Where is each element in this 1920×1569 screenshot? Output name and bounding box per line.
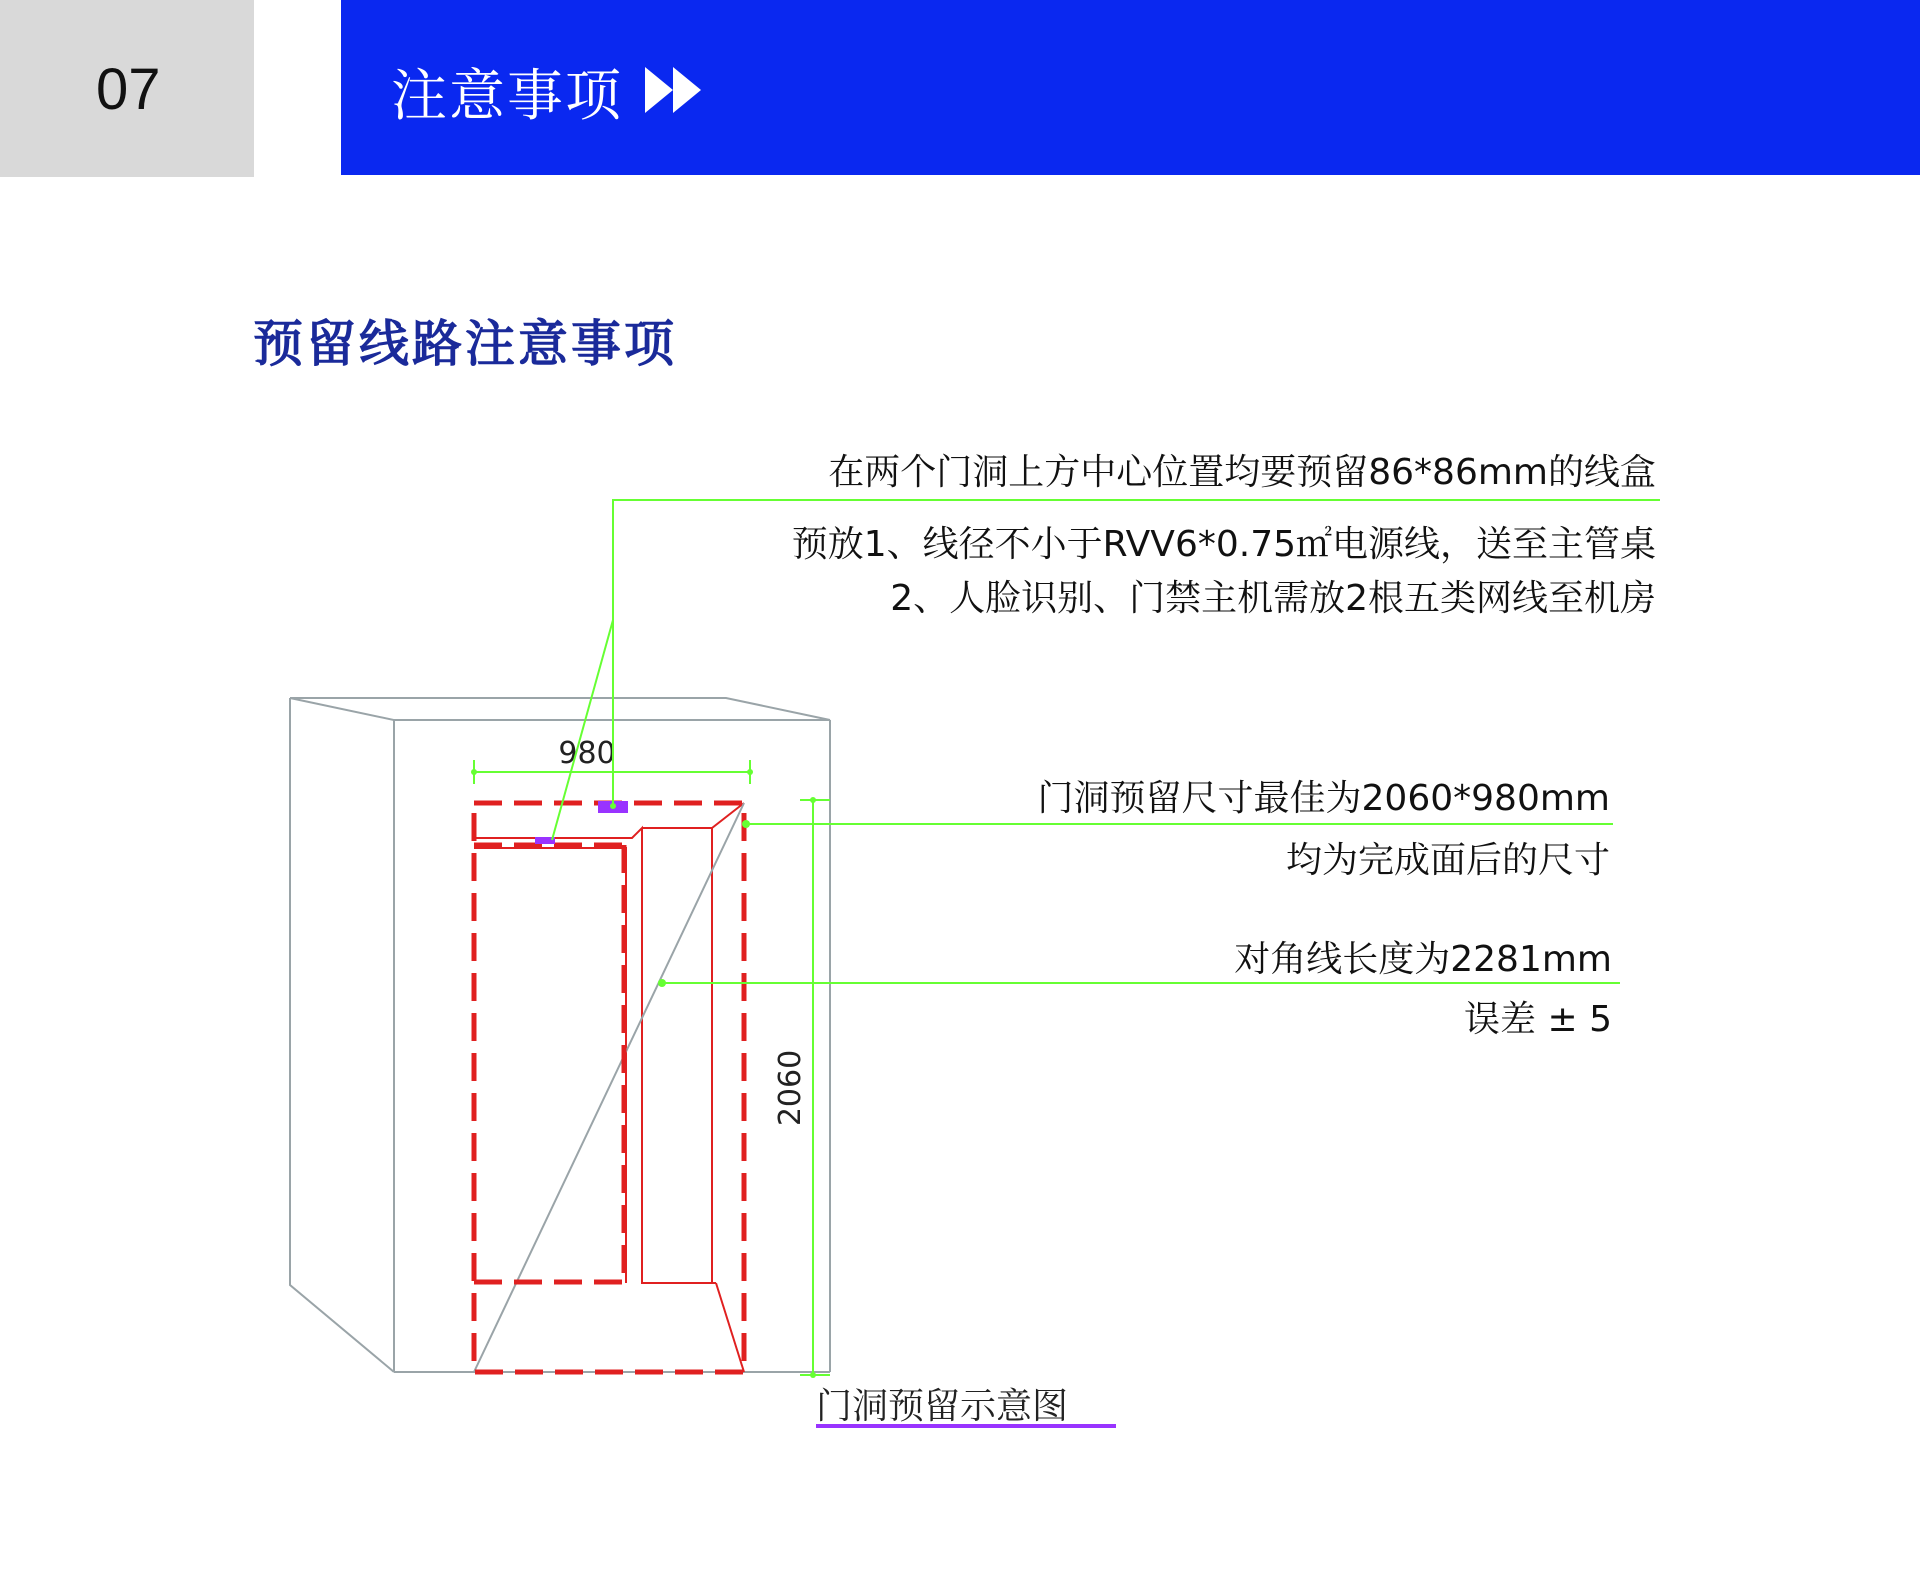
- leader-dot-diagonal: [658, 979, 666, 987]
- note-cable-2: 2、人脸识别、门禁主机需放2根五类网线至机房: [890, 578, 1656, 619]
- header-title: 注意事项: [391, 64, 623, 129]
- width-dimension-tick-right: [747, 769, 753, 775]
- width-dimension-label: 980: [558, 736, 616, 771]
- diagonal-line: [474, 803, 744, 1372]
- diagram-caption: 门洞预留示意图: [816, 1386, 1069, 1427]
- height-dimension-label: 2060: [773, 1049, 808, 1127]
- note-diagonal-2: 误差 ± 5: [1464, 999, 1612, 1040]
- note-junction-box: 在两个门洞上方中心位置均要预留86*86mm的线盒: [828, 452, 1656, 493]
- note-size-1: 门洞预留尺寸最佳为2060*980mm: [1037, 778, 1610, 819]
- left-door-dashed: [474, 845, 624, 1282]
- note-diagonal-1: 对角线长度为2281mm: [1234, 939, 1612, 980]
- width-dimension-tick-left: [471, 769, 477, 775]
- section-title: 预留线路注意事项: [253, 315, 677, 373]
- leader-dot-top: [610, 803, 616, 809]
- note-size-2: 均为完成面后的尺寸: [1285, 840, 1610, 881]
- page-number: 07: [96, 57, 161, 122]
- height-dimension-tick-top: [810, 797, 816, 803]
- wall-outline: [290, 698, 830, 1372]
- note-cable-1: 预放1、线径不小于RVV6*0.75㎡电源线，送至主管桌: [791, 524, 1656, 565]
- leader-dot-frame: [742, 820, 750, 828]
